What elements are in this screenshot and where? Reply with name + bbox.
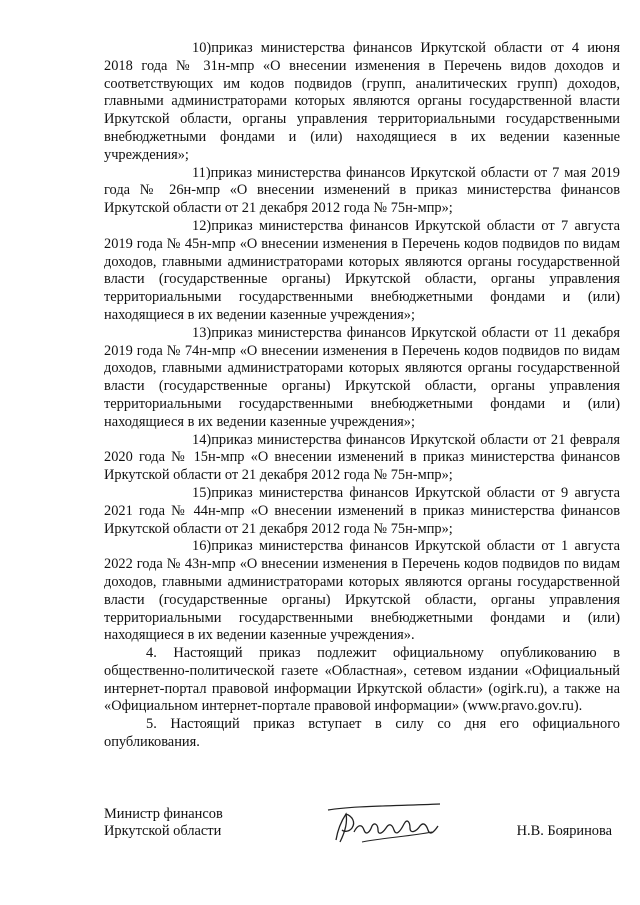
item-text: приказ министерства финансов Иркутской области от 1 августа 2022 года № 43н-мпр «О внесении изменения в Перечень кодов подвидов по видам доходов, главными администраторами которых являются органы государственной власти (государственные органы) Иркутской области, органы управления территориальными государственными внебюджетными фондами и (или) находящиеся в их ведении казенные учреждения».	[104, 538, 620, 644]
list-item-10	[104, 40, 620, 165]
list-item-14	[104, 432, 620, 485]
point-4-publication: 4. Настоящий приказ подлежит официальному опубликованию в общественно-политической газете «Областная», сетевом издании «Официальный интернет-портал правовой информации Иркутской области» (ogirk.ru), а также на «Официальном интернет-портале правовой информации» (www.pravo.gov.ru).	[104, 645, 620, 715]
list-item-11	[104, 165, 620, 218]
item-text: приказ министерства финансов Иркутской области от 4 июня 2018 года № 31н-мпр «О внесении изменения в Перечень видов доходов и соответствующих им кодов подвидов (групп, аналитических групп) доходов, главными администраторами которых являются органы государственной власти Иркутской области, органы управления территориальными государственными внебюджетными фондами и (или) находящиеся в их ведении казенные учреждения»;	[104, 40, 620, 163]
item-number: 16)	[192, 538, 212, 555]
document-body	[104, 40, 620, 752]
position-line-1: Министр финансов	[104, 806, 223, 822]
item-text: приказ министерства финансов Иркутской области от 21 февраля 2020 года № 15н-мпр «О внесении изменений в приказ министерства финансов Иркутской области от 21 декабря 2012 года № 75н-мпр»;	[104, 431, 620, 484]
item-number: 10)	[192, 40, 212, 56]
item-text: приказ министерства финансов Иркутской области от 9 августа 2021 года № 44н-мпр «О внесении изменений в приказ министерства финансов Иркутской области от 21 декабря 2012 года № 75н-мпр»;	[104, 484, 620, 537]
item-number: 11)	[192, 164, 211, 181]
list-item-12	[104, 218, 620, 325]
item-number: 13)	[192, 324, 212, 341]
item-number: 12)	[192, 217, 212, 234]
signatory-name: Н.В. Бояринова	[516, 823, 612, 839]
signature-mark	[322, 802, 452, 846]
list-item-15	[104, 485, 620, 538]
list-item-16	[104, 538, 620, 645]
list-item-13	[104, 325, 620, 432]
item-text: приказ министерства финансов Иркутской области от 11 декабря 2019 года № 74н-мпр «О внесении изменения в Перечень кодов подвидов по видам доходов, главными администраторами которых являются органы государственной власти (государственные органы) Иркутской области, органы управления территориальными государственными внебюджетными фондами и (или) находящиеся в их ведении казенные учреждения»;	[104, 324, 620, 430]
point-5-effective-date: 5. Настоящий приказ вступает в силу со дня его официального опубликования.	[104, 716, 620, 751]
position-line-2: Иркутской области	[104, 823, 222, 839]
item-text: приказ министерства финансов Иркутской области от 7 мая 2019 года № 26н-мпр «О внесении изменений в приказ министерства финансов Иркутской области от 21 декабря 2012 года № 75н-мпр»;	[104, 164, 620, 217]
item-number: 15)	[192, 484, 212, 501]
item-number: 14)	[192, 431, 212, 448]
signature-block	[104, 806, 620, 856]
signatory-position	[104, 806, 223, 840]
item-text: приказ министерства финансов Иркутской области от 7 августа 2019 года № 45н-мпр «О внесении изменения в Перечень кодов подвидов по видам доходов, главными администраторами которых являются органы государственной власти (государственные органы) Иркутской области, органы управления территориальными государственными внебюджетными фондами и (или) находящиеся в их ведении казенные учреждения»;	[104, 217, 620, 323]
